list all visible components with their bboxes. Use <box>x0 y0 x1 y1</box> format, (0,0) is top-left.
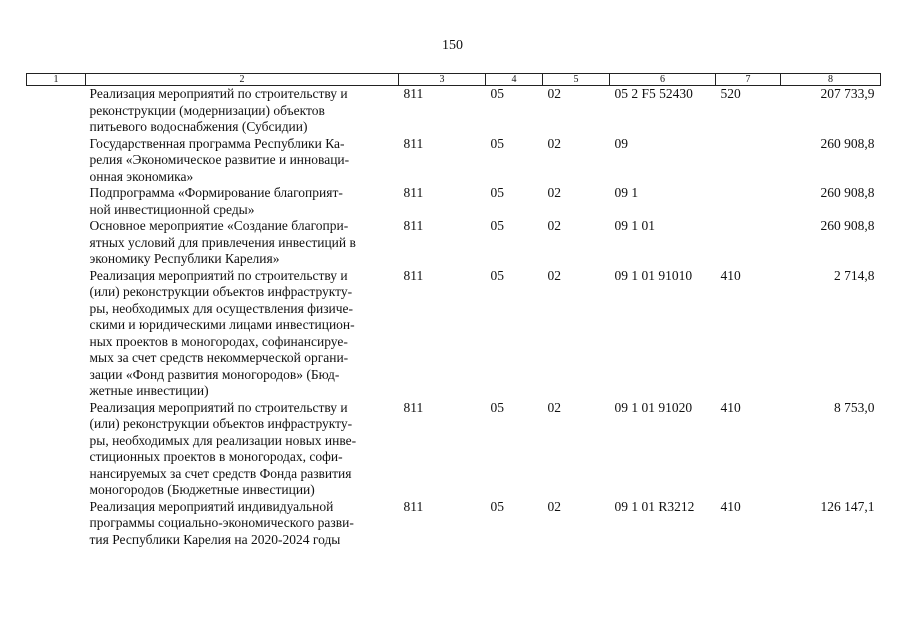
header-cell-3: 3 <box>399 74 486 86</box>
item-name-line: стиционных проектов в моногородах, софи- <box>89 449 343 464</box>
item-name-line: жетные инвестиции) <box>89 383 209 398</box>
header-cell-4: 4 <box>486 74 543 86</box>
item-name-line: зации «Фонд развития моногородов» (Бюд- <box>89 366 340 382</box>
cell-3: 811 <box>403 498 424 514</box>
item-name <box>86 136 399 186</box>
table-row <box>27 136 881 186</box>
item-name-line: экономику Республики Карелия» <box>89 251 280 266</box>
cell-5: 02 <box>547 498 561 514</box>
budget-table <box>26 73 881 548</box>
item-name <box>86 185 399 218</box>
cell-5: 02 <box>547 218 561 233</box>
cell-4: 05 <box>490 399 504 415</box>
item-name-line: моногородов (Бюджетные инвестиции) <box>89 482 315 497</box>
item-name-line: Подпрограмма «Формирование благоприят- <box>89 185 343 200</box>
item-name-line: релия «Экономическое развитие и инноваци- <box>89 152 350 167</box>
cell-4: 05 <box>490 218 504 233</box>
header-cell-6: 6 <box>610 74 716 86</box>
cell-3: 811 <box>403 399 424 415</box>
item-name-line: нансируемых за счет средств Фонда развития <box>89 465 352 481</box>
table-row <box>27 268 881 400</box>
cell-7 <box>716 218 781 268</box>
cell-6: 09 1 01 R3212 <box>614 498 695 514</box>
table-header <box>27 74 881 86</box>
header-cell-7: 7 <box>716 74 781 86</box>
row-cell-1 <box>27 499 86 549</box>
item-name-line: ры, необходимых для осуществления физиче- <box>89 300 354 316</box>
item-name <box>86 400 399 499</box>
item-name-line: реконструкции (модернизации) объектов <box>89 102 325 118</box>
cell-8: 260 908,8 <box>820 185 875 200</box>
header-row <box>27 74 881 86</box>
table-row <box>27 218 881 268</box>
row-cell-1 <box>27 400 86 499</box>
cell-6: 09 1 01 91010 <box>614 267 693 283</box>
cell-6: 09 1 01 <box>614 218 655 233</box>
row-cell-1 <box>27 86 86 136</box>
row-cell-1 <box>27 218 86 268</box>
cell-7 <box>716 136 781 186</box>
table-row <box>27 499 881 549</box>
cell-4: 05 <box>490 185 504 200</box>
item-name <box>86 499 399 549</box>
item-name-line: (или) реконструкции объектов инфраструкту- <box>89 416 353 431</box>
item-name <box>86 86 399 136</box>
cell-6: 09 1 <box>614 185 639 200</box>
item-name-line: Реализация мероприятий по строительству и <box>89 267 348 283</box>
cell-3: 811 <box>403 185 424 200</box>
cell-8: 207 733,9 <box>820 86 875 101</box>
cell-8: 260 908,8 <box>820 135 875 151</box>
cell-4: 05 <box>490 498 504 514</box>
item-name-line: ры, необходимых для реализации новых инве- <box>89 432 357 448</box>
item-name-line: программы социально-экономического разви- <box>89 515 354 530</box>
item-name-line: питьевого водоснабжения (Субсидии) <box>89 119 308 134</box>
cell-4: 05 <box>490 267 504 283</box>
item-name-line: Реализация мероприятий по строительству и <box>89 399 348 415</box>
item-name <box>86 268 399 400</box>
item-name-line: онная экономика» <box>89 168 194 184</box>
cell-7: 410 <box>720 399 741 415</box>
cell-8: 260 908,8 <box>820 218 875 233</box>
table-row <box>27 185 881 218</box>
cell-6: 05 2 F5 52430 <box>614 86 693 101</box>
item-name-line: ной инвестиционной среды» <box>89 201 255 217</box>
cell-3: 811 <box>403 267 424 283</box>
cell-7: 410 <box>720 498 741 514</box>
item-name-line: скими и юридическими лицами инвестицион- <box>89 317 355 332</box>
item-name <box>86 218 399 268</box>
cell-8: 126 147,1 <box>820 498 875 514</box>
item-name-line: Основное мероприятие «Создание благопри- <box>89 218 349 233</box>
table-row <box>27 400 881 499</box>
cell-8: 2 714,8 <box>834 267 875 283</box>
cell-4: 05 <box>490 86 504 101</box>
cell-3: 811 <box>403 135 424 151</box>
header-cell-2: 2 <box>86 74 399 86</box>
item-name-line: мых за счет средств некоммерческой органи- <box>89 350 349 365</box>
table-body <box>27 86 881 549</box>
cell-5: 02 <box>547 135 561 151</box>
cell-5: 02 <box>547 399 561 415</box>
item-name-line: ятных условий для привлечения инвестиций в <box>89 234 356 250</box>
cell-7 <box>716 185 781 218</box>
cell-7: 410 <box>720 267 741 283</box>
header-cell-5: 5 <box>543 74 610 86</box>
row-cell-1 <box>27 185 86 218</box>
cell-6: 09 <box>614 135 628 151</box>
cell-8: 8 753,0 <box>834 399 875 415</box>
item-name-line: Реализация мероприятий по строительству и <box>89 86 348 101</box>
cell-6: 09 1 01 91020 <box>614 399 693 415</box>
item-name-line: ных проектов в моногородах, софинансируе- <box>89 333 348 349</box>
item-name-line: тия Республики Карелия на 2020-2024 годы <box>89 531 341 547</box>
header-cell-8: 8 <box>781 74 881 86</box>
cell-5: 02 <box>547 86 561 101</box>
cell-5: 02 <box>547 267 561 283</box>
table-row <box>27 86 881 136</box>
cell-3: 811 <box>403 218 424 233</box>
header-cell-1: 1 <box>27 74 86 86</box>
item-name-line: Государственная программа Республики Ка- <box>89 135 345 151</box>
item-name-line: (или) реконструкции объектов инфраструкту- <box>89 284 353 299</box>
row-cell-1 <box>27 268 86 400</box>
item-name-line: Реализация мероприятий индивидуальной <box>89 498 334 514</box>
cell-3: 811 <box>403 86 424 101</box>
cell-4: 05 <box>490 135 504 151</box>
cell-5: 02 <box>547 185 561 200</box>
cell-7: 520 <box>720 86 741 101</box>
page-number: 150 <box>442 38 463 53</box>
row-cell-1 <box>27 136 86 186</box>
